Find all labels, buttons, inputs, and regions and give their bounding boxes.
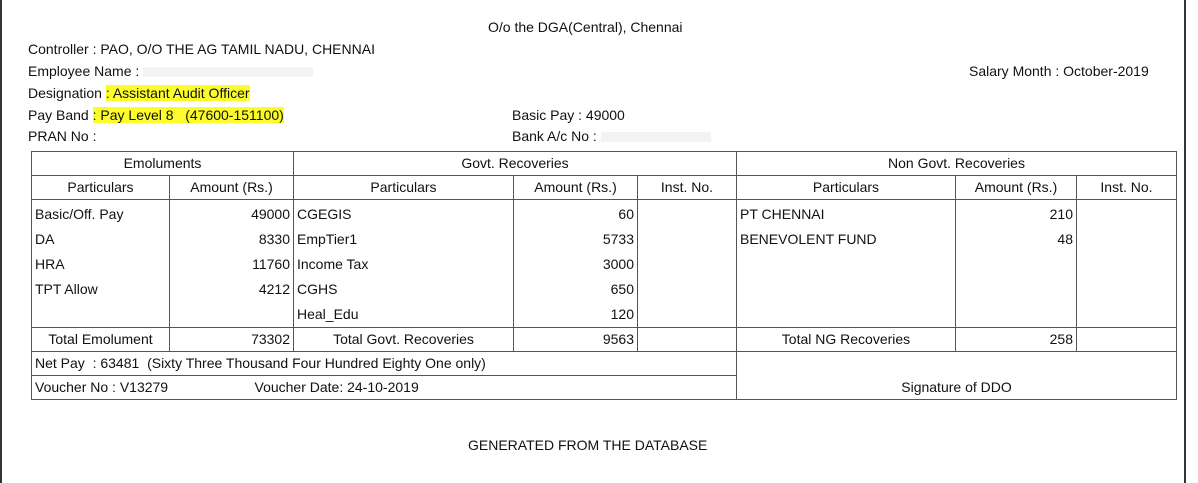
ng-inst-no — [1077, 277, 1177, 302]
ng-inst-no — [1077, 227, 1177, 252]
designation-line — [28, 84, 250, 102]
pay-band-line — [28, 106, 284, 124]
emolument-amount — [170, 302, 294, 328]
govt-inst-no — [638, 302, 737, 328]
redacted-bank-account — [601, 132, 711, 142]
footer-generated: GENERATED FROM THE DATABASE — [468, 437, 708, 453]
ng-recovery-name: PT CHENNAI — [737, 200, 956, 228]
govt-recovery-name: Heal_Edu — [294, 302, 514, 328]
ng-recovery-amount: 48 — [956, 227, 1077, 252]
col-inst-no: Inst. No. — [638, 176, 737, 200]
govt-recovery-amount: 5733 — [514, 227, 638, 252]
salary-month: Salary Month : October-2019 — [969, 63, 1149, 79]
controller-line: Controller : PAO, O/O THE AG TAMIL NADU, CHENNAI — [28, 41, 375, 57]
emolument-name: TPT Allow — [32, 277, 170, 302]
pran-line — [28, 127, 96, 145]
emoluments-header: Emoluments — [32, 152, 294, 176]
col-particulars: Particulars — [737, 176, 956, 200]
ng-recovery-name — [737, 302, 956, 328]
section-header-row — [32, 152, 1177, 176]
voucher-no: Voucher No : V13279 — [32, 376, 294, 400]
total-govt-inst — [638, 328, 737, 352]
table-row — [32, 252, 1177, 277]
emolument-amount: 8330 — [170, 227, 294, 252]
total-ng-value: 258 — [956, 328, 1077, 352]
govt-recovery-amount: 650 — [514, 277, 638, 302]
govt-recovery-amount: 120 — [514, 302, 638, 328]
total-ng-label: Total NG Recoveries — [737, 328, 956, 352]
designation-label: Designation — [28, 85, 106, 101]
govt-recovery-name: EmpTier1 — [294, 227, 514, 252]
employee-name-line — [28, 62, 313, 80]
govt-recovery-name: CGHS — [294, 277, 514, 302]
pay-band-value: : Pay Level 8 (47600-151100) — [92, 107, 284, 123]
employee-name-label: Employee Name : — [28, 63, 140, 79]
emolument-amount: 11760 — [170, 252, 294, 277]
ng-recovery-name: BENEVOLENT FUND — [737, 227, 956, 252]
ng-recovery-amount — [956, 252, 1077, 277]
emolument-amount: 4212 — [170, 277, 294, 302]
table-row — [32, 200, 1177, 228]
net-pay: Net Pay : 63481 (Sixty Three Thousand Four Hundred Eighty One only) — [32, 352, 737, 376]
voucher-date-text: Voucher Date: 24-10-2019 — [254, 379, 419, 395]
table-row — [32, 277, 1177, 302]
govt-inst-no — [638, 277, 737, 302]
col-amount: Amount (Rs.) — [514, 176, 638, 200]
non-govt-recoveries-header: Non Govt. Recoveries — [737, 152, 1177, 176]
col-particulars: Particulars — [294, 176, 514, 200]
govt-inst-no — [638, 252, 737, 277]
ng-recovery-amount — [956, 277, 1077, 302]
col-inst-no: Inst. No. — [1077, 176, 1177, 200]
pay-band-label: Pay Band — [28, 107, 93, 123]
govt-recovery-amount: 60 — [514, 200, 638, 228]
total-govt-value: 9563 — [514, 328, 638, 352]
totals-row — [32, 328, 1177, 352]
voucher-date — [254, 376, 737, 400]
bank-label: Bank A/c No : — [512, 128, 597, 144]
salary-table — [31, 151, 1177, 400]
office-title: O/o the DGA(Central), Chennai — [488, 19, 683, 35]
govt-inst-no — [638, 227, 737, 252]
total-emolument-label: Total Emolument — [32, 328, 170, 352]
total-emolument-value: 73302 — [170, 328, 294, 352]
govt-recovery-amount: 3000 — [514, 252, 638, 277]
govt-recovery-name: CGEGIS — [294, 200, 514, 228]
ng-inst-no — [1077, 252, 1177, 277]
emolument-amount: 49000 — [170, 200, 294, 228]
emolument-name: Basic/Off. Pay — [32, 200, 170, 228]
govt-inst-no — [638, 200, 737, 228]
emolument-name: HRA — [32, 252, 170, 277]
redacted-name — [143, 67, 313, 77]
emolument-name — [32, 302, 170, 328]
total-govt-label: Total Govt. Recoveries — [294, 328, 514, 352]
emolument-name: DA — [32, 227, 170, 252]
table-row — [32, 302, 1177, 328]
col-particulars: Particulars — [32, 176, 170, 200]
net-pay-row — [32, 352, 1177, 376]
table-row — [32, 227, 1177, 252]
ng-recovery-name — [737, 277, 956, 302]
ng-inst-no — [1077, 200, 1177, 228]
designation-value: : Assistant Audit Officer — [105, 85, 250, 101]
signature-of-ddo: Signature of DDO — [737, 352, 1177, 400]
ng-inst-no — [1077, 302, 1177, 328]
bank-line — [512, 127, 711, 145]
govt-recovery-name: Income Tax — [294, 252, 514, 277]
ng-recovery-amount — [956, 302, 1077, 328]
total-ng-inst — [1077, 328, 1177, 352]
ng-recovery-amount: 210 — [956, 200, 1077, 228]
col-amount: Amount (Rs.) — [956, 176, 1077, 200]
pran-label: PRAN No : — [28, 128, 97, 144]
column-header-row — [32, 176, 1177, 200]
basic-pay: Basic Pay : 49000 — [512, 107, 625, 123]
govt-recoveries-header: Govt. Recoveries — [294, 152, 737, 176]
col-amount: Amount (Rs.) — [170, 176, 294, 200]
ng-recovery-name — [737, 252, 956, 277]
